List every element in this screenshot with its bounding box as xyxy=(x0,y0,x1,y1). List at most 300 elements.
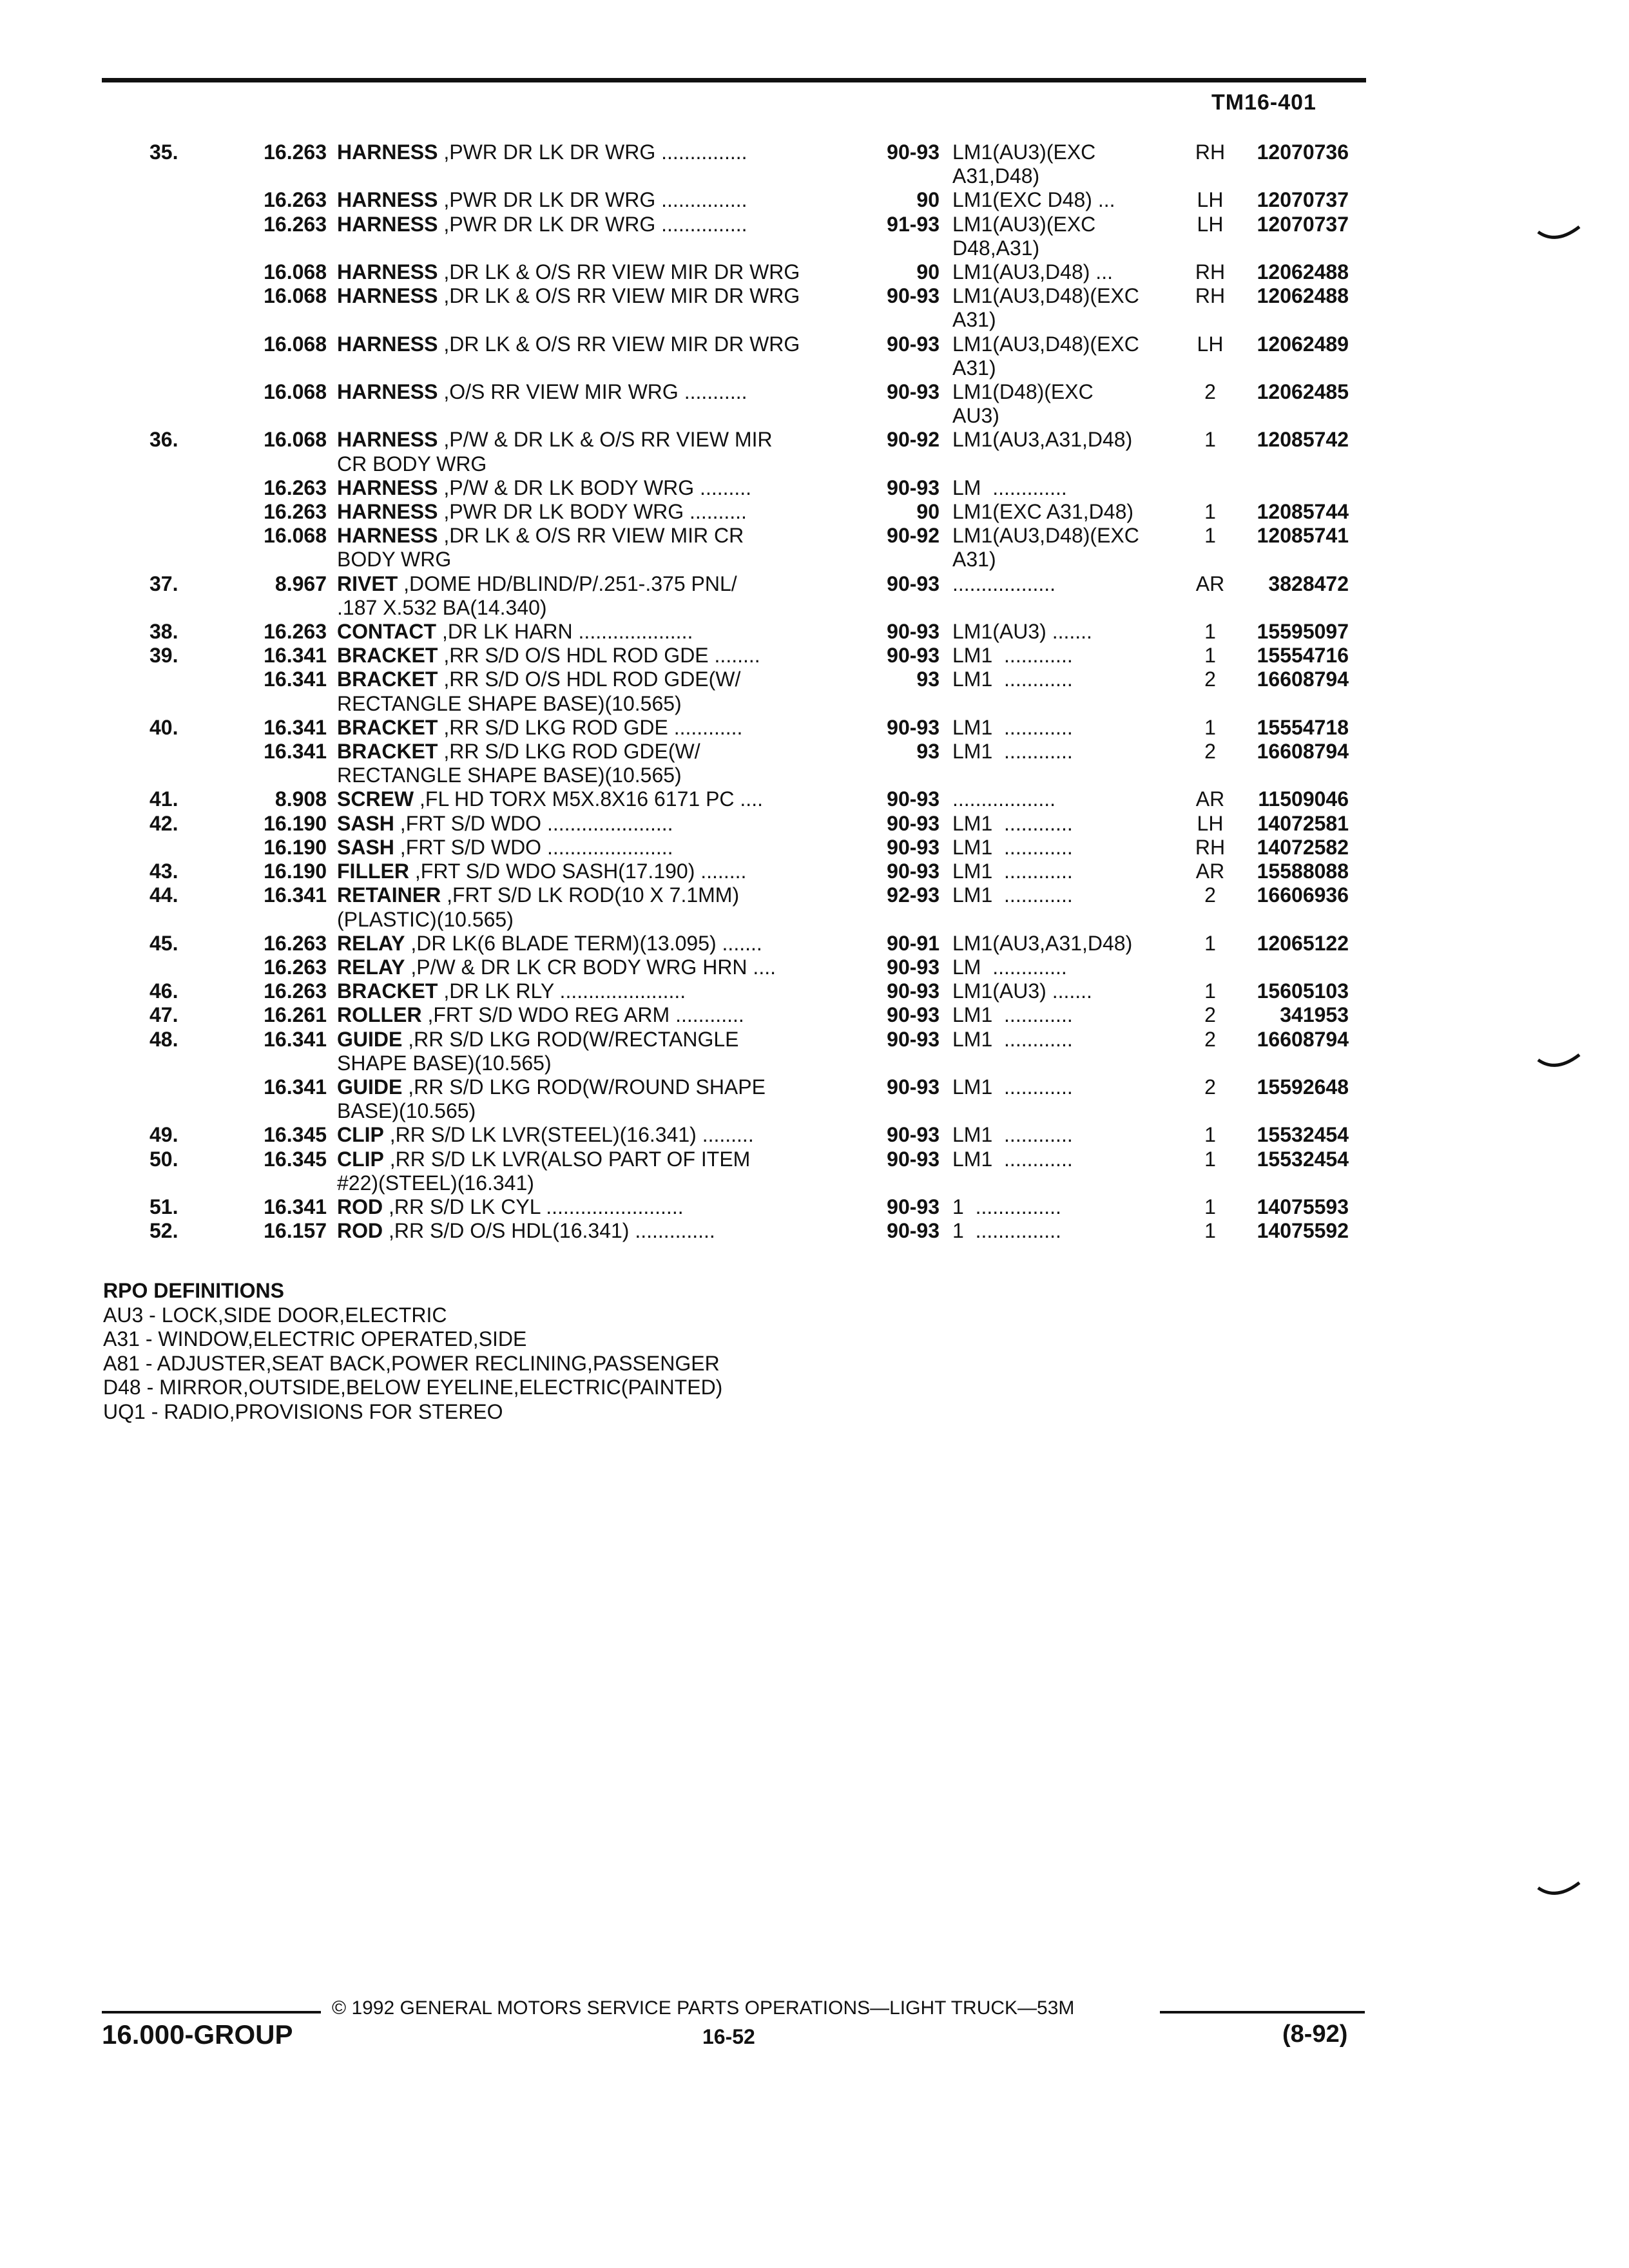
table-row xyxy=(149,836,1374,860)
description-text: ,P/W & DR LK BODY WRG ......... xyxy=(438,476,752,499)
model-years: 90-93 xyxy=(887,979,940,1003)
description-text: ,DOME HD/BLIND/P/.251-.375 PNL/ xyxy=(398,572,737,595)
part-name: BRACKET xyxy=(337,979,438,1003)
description xyxy=(337,979,878,1003)
group-number: 16.068 xyxy=(264,284,327,308)
model-years: 93 xyxy=(916,668,940,691)
description-text: ,RR S/D O/S HDL(16.341) .............. xyxy=(383,1219,715,1243)
rpo-heading: RPO DEFINITIONS xyxy=(103,1279,284,1302)
part-number: 12070736 xyxy=(1257,140,1349,164)
part-number: 15554718 xyxy=(1257,715,1349,739)
description xyxy=(337,860,878,883)
group-number: 16.190 xyxy=(264,835,327,859)
model-years: 91-93 xyxy=(887,212,940,236)
quantity: RH xyxy=(1195,140,1226,164)
binder-mark xyxy=(1537,226,1582,251)
usage: LM1(AU3,A31,D48) xyxy=(952,428,1133,452)
part-name: HARNESS xyxy=(337,284,438,308)
description-text: ,PWR DR LK DR WRG ............... xyxy=(438,188,747,212)
group-number: 16.190 xyxy=(264,860,327,883)
footer-rule-left xyxy=(102,2011,321,2013)
part-name: HARNESS xyxy=(337,428,438,452)
item-number: 51. xyxy=(149,1195,178,1218)
model-years: 90-93 xyxy=(887,955,940,979)
description xyxy=(337,644,878,668)
part-number: 15532454 xyxy=(1257,1123,1349,1147)
quantity: 1 xyxy=(1204,1195,1216,1218)
usage: 1 ............... xyxy=(952,1219,1061,1243)
item-number: 52. xyxy=(149,1219,178,1243)
model-years: 90-93 xyxy=(887,620,940,644)
group-number: 16.263 xyxy=(264,955,327,979)
group-number: 16.068 xyxy=(264,332,327,356)
table-row xyxy=(149,692,1374,716)
table-row xyxy=(149,787,1374,811)
part-name: ROD xyxy=(337,1219,383,1243)
description xyxy=(337,883,878,907)
description xyxy=(337,476,878,500)
quantity: 1 xyxy=(1204,644,1216,668)
description-text: ,RR S/D LKG ROD GDE(W/ xyxy=(438,740,700,764)
part-name: GUIDE xyxy=(337,1075,403,1099)
table-row xyxy=(149,332,1374,356)
table-row xyxy=(149,1003,1374,1027)
model-years: 93 xyxy=(916,740,940,764)
usage: LM1(AU3)(EXC xyxy=(952,140,1096,164)
rpo-line: D48 - MIRROR,OUTSIDE,BELOW EYELINE,ELECTRIC(PAINTED) xyxy=(103,1376,723,1399)
table-row xyxy=(149,956,1374,979)
usage: LM ............. xyxy=(952,476,1067,499)
description xyxy=(337,140,878,164)
model-years: 90-93 xyxy=(887,572,940,595)
group-number: 16.068 xyxy=(264,380,327,404)
description-text: ,RR S/D LKG ROD GDE ............ xyxy=(438,715,743,739)
group-number: 16.261 xyxy=(264,1003,327,1027)
description-text: ,FRT S/D WDO SASH(17.190) ........ xyxy=(409,860,747,883)
usage: A31) xyxy=(952,548,996,572)
table-row xyxy=(149,596,1374,620)
description-text: ,DR LK RLY ...................... xyxy=(438,979,686,1003)
model-years: 90-93 xyxy=(887,1123,940,1147)
table-row xyxy=(149,213,1374,236)
description-text: ,FRT S/D LK ROD(10 X 7.1MM) xyxy=(441,883,740,907)
quantity: 2 xyxy=(1204,740,1216,764)
usage: AU3) xyxy=(952,404,999,428)
description-text: RECTANGLE SHAPE BASE)(10.565) xyxy=(337,691,682,715)
group-number: 16.263 xyxy=(264,979,327,1003)
model-years: 90-93 xyxy=(887,140,940,164)
description-text: ,PWR DR LK DR WRG ............... xyxy=(438,140,747,164)
table-row xyxy=(149,188,1374,212)
description xyxy=(337,1171,878,1195)
description-text: ,PWR DR LK DR WRG ............... xyxy=(438,212,747,236)
usage: LM1(EXC A31,D48) xyxy=(952,500,1134,524)
item-number: 50. xyxy=(149,1147,178,1171)
group-number: 8.908 xyxy=(275,787,327,811)
description-text: BODY WRG xyxy=(337,548,452,572)
table-row xyxy=(149,428,1374,452)
description xyxy=(337,213,878,236)
description-text: ,RR S/D LKG ROD(W/RECTANGLE xyxy=(402,1027,739,1051)
table-row xyxy=(149,164,1374,188)
description-text: ,RR S/D LK LVR(STEEL)(16.341) ......... xyxy=(383,1123,754,1147)
group-number: 16.263 xyxy=(264,212,327,236)
quantity: RH xyxy=(1195,260,1226,284)
footer-copyright: © 1992 GENERAL MOTORS SERVICE PARTS OPERATIONS—LIGHT TRUCK—53M xyxy=(332,1997,1075,2019)
usage: LM1(AU3)(EXC xyxy=(952,212,1096,236)
description xyxy=(337,908,878,932)
description xyxy=(337,572,878,596)
table-row xyxy=(149,236,1374,260)
model-years: 92-93 xyxy=(887,883,940,907)
part-name: RETAINER xyxy=(337,883,441,907)
part-number: 15592648 xyxy=(1257,1075,1349,1099)
quantity: 1 xyxy=(1204,1123,1216,1147)
item-number: 48. xyxy=(149,1027,178,1051)
usage: LM1 ............ xyxy=(952,740,1073,764)
description-text: ,FL HD TORX M5X.8X16 6171 PC .... xyxy=(414,787,763,811)
description-text: ,FRT S/D WDO REG ARM ............ xyxy=(421,1003,744,1027)
part-name: HARNESS xyxy=(337,140,438,164)
part-number: 12062485 xyxy=(1257,380,1349,404)
table-row xyxy=(149,740,1374,764)
item-number: 47. xyxy=(149,1003,178,1027)
part-name: HARNESS xyxy=(337,500,438,524)
table-row xyxy=(149,1028,1374,1052)
part-number: 14075592 xyxy=(1257,1219,1349,1243)
description xyxy=(337,668,878,691)
description-text: ,RR S/D LKG ROD(W/ROUND SHAPE xyxy=(402,1075,766,1099)
part-number: 16608794 xyxy=(1257,740,1349,764)
quantity: RH xyxy=(1195,835,1226,859)
description xyxy=(337,428,878,452)
quantity: 1 xyxy=(1204,500,1216,524)
part-number: 15554716 xyxy=(1257,644,1349,668)
quantity: LH xyxy=(1197,212,1224,236)
item-number: 41. xyxy=(149,787,178,811)
rpo-definitions xyxy=(103,1279,722,1424)
model-years: 90-93 xyxy=(887,1195,940,1218)
model-years: 90-93 xyxy=(887,787,940,811)
part-name: CLIP xyxy=(337,1147,384,1171)
table-row xyxy=(149,404,1374,428)
description xyxy=(337,932,878,956)
item-number: 36. xyxy=(149,428,178,452)
table-row xyxy=(149,1075,1374,1099)
part-number: 16606936 xyxy=(1257,883,1349,907)
description-text: CR BODY WRG xyxy=(337,452,487,476)
usage: LM1(AU3) ....... xyxy=(952,979,1092,1003)
quantity: 2 xyxy=(1204,1075,1216,1099)
part-name: SASH xyxy=(337,835,394,859)
model-years: 90 xyxy=(916,188,940,212)
description-text: SHAPE BASE)(10.565) xyxy=(337,1051,552,1075)
group-number: 16.345 xyxy=(264,1147,327,1171)
group-number: 16.341 xyxy=(264,668,327,691)
usage: LM1(AU3,D48) ... xyxy=(952,260,1113,284)
description-text: ,RR S/D O/S HDL ROD GDE(W/ xyxy=(438,668,741,691)
group-number: 16.157 xyxy=(264,1219,327,1243)
description-text: ,RR S/D LK LVR(ALSO PART OF ITEM xyxy=(383,1147,751,1171)
part-name: BRACKET xyxy=(337,740,438,764)
usage: LM1 ............ xyxy=(952,883,1073,907)
description xyxy=(337,188,878,212)
group-number: 16.341 xyxy=(264,883,327,907)
item-number: 46. xyxy=(149,979,178,1003)
table-row xyxy=(149,548,1374,572)
description xyxy=(337,740,878,764)
part-name: HARNESS xyxy=(337,524,438,548)
description xyxy=(337,524,878,548)
usage: LM1 ............ xyxy=(952,1003,1073,1027)
group-number: 16.263 xyxy=(264,931,327,955)
table-row xyxy=(149,644,1374,668)
parts-list xyxy=(149,140,1374,1243)
description-text: ,RR S/D LK CYL ........................ xyxy=(383,1195,684,1218)
group-number: 16.341 xyxy=(264,1075,327,1099)
quantity: RH xyxy=(1195,284,1226,308)
group-number: 16.068 xyxy=(264,260,327,284)
table-row xyxy=(149,140,1374,164)
description xyxy=(337,787,878,811)
description-text: ,DR LK & O/S RR VIEW MIR CR xyxy=(438,524,744,548)
description-text: ,FRT S/D WDO ...................... xyxy=(394,835,673,859)
item-number: 38. xyxy=(149,620,178,644)
part-number: 12062489 xyxy=(1257,332,1349,356)
description-text: ,RR S/D O/S HDL ROD GDE ........ xyxy=(438,644,760,668)
page-number: 16-52 xyxy=(702,2025,755,2048)
model-years: 90-93 xyxy=(887,644,940,668)
group-number: 16.068 xyxy=(264,524,327,548)
description xyxy=(337,1219,878,1243)
part-name: RIVET xyxy=(337,572,398,595)
item-number: 49. xyxy=(149,1123,178,1147)
description-text: BASE)(10.565) xyxy=(337,1099,476,1123)
quantity: AR xyxy=(1195,787,1225,811)
usage: .................. xyxy=(952,572,1056,595)
quantity: AR xyxy=(1195,572,1225,595)
group-number: 16.341 xyxy=(264,644,327,668)
description-text: ,DR LK & O/S RR VIEW MIR DR WRG xyxy=(438,284,800,308)
description xyxy=(337,620,878,644)
quantity: 2 xyxy=(1204,1027,1216,1051)
description xyxy=(337,380,878,404)
usage: LM1(AU3,D48)(EXC xyxy=(952,284,1139,308)
part-number: 3828472 xyxy=(1268,572,1349,595)
rpo-line: AU3 - LOCK,SIDE DOOR,ELECTRIC xyxy=(103,1303,447,1327)
description xyxy=(337,1003,878,1027)
quantity: 2 xyxy=(1204,380,1216,404)
quantity: LH xyxy=(1197,188,1224,212)
part-name: SCREW xyxy=(337,787,414,811)
model-years: 90-93 xyxy=(887,1003,940,1027)
usage: LM1 ............ xyxy=(952,715,1073,739)
part-name: BRACKET xyxy=(337,668,438,691)
table-row xyxy=(149,356,1374,380)
quantity: 1 xyxy=(1204,931,1216,955)
usage: LM1(AU3,D48)(EXC xyxy=(952,332,1139,356)
table-row xyxy=(149,1219,1374,1243)
part-number: 15595097 xyxy=(1257,620,1349,644)
model-years: 90-93 xyxy=(887,332,940,356)
item-number: 40. xyxy=(149,715,178,739)
part-name: ROLLER xyxy=(337,1003,422,1027)
group-number: 16.341 xyxy=(264,1195,327,1218)
part-number: 16608794 xyxy=(1257,668,1349,691)
part-name: HARNESS xyxy=(337,476,438,499)
table-row xyxy=(149,308,1374,332)
description-text: ,DR LK HARN .................... xyxy=(436,620,693,644)
model-years: 90-93 xyxy=(887,1075,940,1099)
quantity: LH xyxy=(1197,811,1224,835)
part-number: 12062488 xyxy=(1257,284,1349,308)
part-name: BRACKET xyxy=(337,715,438,739)
quantity: 1 xyxy=(1204,428,1216,452)
usage: LM1 ............ xyxy=(952,811,1073,835)
table-row xyxy=(149,908,1374,932)
description xyxy=(337,596,878,620)
model-years: 90-93 xyxy=(887,811,940,835)
top-rule xyxy=(102,78,1366,82)
usage: LM1(AU3,A31,D48) xyxy=(952,931,1133,955)
usage: LM1 ............ xyxy=(952,668,1073,691)
part-name: RELAY xyxy=(337,931,405,955)
model-years: 90 xyxy=(916,500,940,524)
description-text: ,PWR DR LK BODY WRG .......... xyxy=(438,500,747,524)
part-name: CONTACT xyxy=(337,620,437,644)
footer-rule-right xyxy=(1160,2011,1365,2013)
part-name: HARNESS xyxy=(337,212,438,236)
model-years: 90-92 xyxy=(887,524,940,548)
group-number: 16.263 xyxy=(264,140,327,164)
table-row xyxy=(149,572,1374,596)
quantity: 1 xyxy=(1204,979,1216,1003)
part-number: 341953 xyxy=(1280,1003,1349,1027)
usage: LM ............. xyxy=(952,955,1067,979)
table-row xyxy=(149,1148,1374,1171)
part-number: 12085742 xyxy=(1257,428,1349,452)
quantity: AR xyxy=(1195,860,1225,883)
part-number: 12065122 xyxy=(1257,931,1349,955)
model-years: 90-93 xyxy=(887,1219,940,1243)
model-years: 90-93 xyxy=(887,1027,940,1051)
usage: LM1 ............ xyxy=(952,644,1073,668)
description-text: ,DR LK & O/S RR VIEW MIR DR WRG xyxy=(438,260,800,284)
model-years: 90-93 xyxy=(887,284,940,308)
part-name: RELAY xyxy=(337,955,405,979)
table-row xyxy=(149,1123,1374,1147)
quantity: 1 xyxy=(1204,1147,1216,1171)
table-row xyxy=(149,883,1374,907)
table-row xyxy=(149,524,1374,548)
description xyxy=(337,1052,878,1075)
model-years: 90-93 xyxy=(887,380,940,404)
quantity: 2 xyxy=(1204,1003,1216,1027)
group-number: 16.263 xyxy=(264,476,327,499)
description xyxy=(337,716,878,740)
description-text: ,P/W & DR LK & O/S RR VIEW MIR xyxy=(438,428,773,452)
table-row xyxy=(149,812,1374,836)
description xyxy=(337,1148,878,1171)
quantity: 1 xyxy=(1204,1219,1216,1243)
description xyxy=(337,500,878,524)
description-text: ,DR LK & O/S RR VIEW MIR DR WRG xyxy=(438,332,800,356)
usage: LM1 ............ xyxy=(952,1123,1073,1147)
part-number: 16608794 xyxy=(1257,1027,1349,1051)
description xyxy=(337,1123,878,1147)
table-row xyxy=(149,452,1374,476)
part-name: ROD xyxy=(337,1195,383,1218)
description-text: (PLASTIC)(10.565) xyxy=(337,907,514,931)
usage: LM1(AU3) ....... xyxy=(952,620,1092,644)
usage: LM1(D48)(EXC xyxy=(952,380,1094,404)
description xyxy=(337,332,878,356)
document-id: TM16-401 xyxy=(1211,90,1316,115)
part-name: HARNESS xyxy=(337,188,438,212)
part-name: SASH xyxy=(337,811,394,835)
group-number: 16.341 xyxy=(264,1027,327,1051)
item-number: 44. xyxy=(149,883,178,907)
usage: A31) xyxy=(952,308,996,332)
footer-group: 16.000-GROUP xyxy=(102,2019,293,2050)
quantity: 1 xyxy=(1204,620,1216,644)
table-row xyxy=(149,860,1374,883)
description xyxy=(337,764,878,787)
item-number: 35. xyxy=(149,140,178,164)
description xyxy=(337,956,878,979)
description-text: ,FRT S/D WDO ...................... xyxy=(394,811,673,835)
table-row xyxy=(149,716,1374,740)
part-number: 14072581 xyxy=(1257,811,1349,835)
rpo-line: A81 - ADJUSTER,SEAT BACK,POWER RECLINING,PASSENGER xyxy=(103,1351,720,1375)
model-years: 90-93 xyxy=(887,476,940,499)
part-name: BRACKET xyxy=(337,644,438,668)
model-years: 90-93 xyxy=(887,860,940,883)
usage: LM1(EXC D48) ... xyxy=(952,188,1115,212)
table-row xyxy=(149,284,1374,308)
model-years: 90-93 xyxy=(887,835,940,859)
description xyxy=(337,452,878,476)
description xyxy=(337,260,878,284)
footer-date: (8-92) xyxy=(1282,2021,1348,2048)
table-row xyxy=(149,932,1374,956)
part-name: FILLER xyxy=(337,860,409,883)
usage: .................. xyxy=(952,787,1056,811)
usage: LM1 ............ xyxy=(952,835,1073,859)
description xyxy=(337,1028,878,1052)
part-number: 12070737 xyxy=(1257,188,1349,212)
group-number: 16.263 xyxy=(264,620,327,644)
rpo-line: A31 - WINDOW,ELECTRIC OPERATED,SIDE xyxy=(103,1327,527,1350)
table-row xyxy=(149,1052,1374,1075)
description xyxy=(337,692,878,716)
description-text: .187 X.532 BA(14.340) xyxy=(337,595,547,619)
group-number: 16.341 xyxy=(264,740,327,764)
table-row xyxy=(149,979,1374,1003)
part-number: 15532454 xyxy=(1257,1147,1349,1171)
part-number: 14075593 xyxy=(1257,1195,1349,1218)
usage: LM1 ............ xyxy=(952,860,1073,883)
part-name: HARNESS xyxy=(337,332,438,356)
usage: A31,D48) xyxy=(952,164,1040,188)
usage: A31) xyxy=(952,356,996,380)
table-row xyxy=(149,476,1374,500)
table-row xyxy=(149,380,1374,404)
description xyxy=(337,1195,878,1219)
usage: LM1 ............ xyxy=(952,1027,1073,1051)
table-row xyxy=(149,1195,1374,1219)
group-number: 16.190 xyxy=(264,811,327,835)
